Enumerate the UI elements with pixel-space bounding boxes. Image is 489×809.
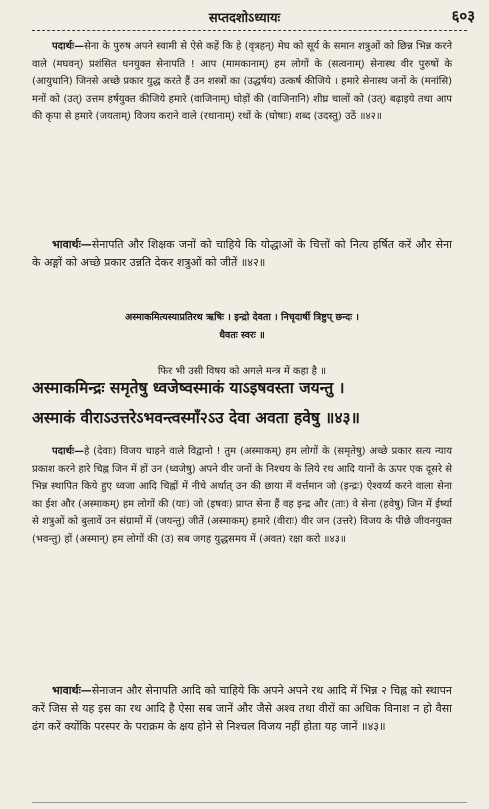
page-number: ६०३ xyxy=(451,7,475,25)
mantra-intro: फिर भी उसी विषय को अगले मन्त्र में कहा है ॥ xyxy=(157,366,327,377)
padarth-label: पदार्थः— xyxy=(52,446,84,457)
header-rule xyxy=(32,30,467,31)
padarth-label: पदार्थः— xyxy=(52,41,84,52)
footer-rule xyxy=(32,802,467,803)
padarth-paragraph-42 xyxy=(32,38,452,126)
mantra-line-1: अस्माकमिन्द्रः समृतेषु ध्वजेष्वस्माकं याऽइषवस्ता जयन्तु । xyxy=(32,379,345,397)
padarth-text: सेना के पुरुष अपने स्वामी से ऐसे कहें कि हे (वृत्रहन्) मेघ को सूर्य के समान शत्रुओं को छिन्न भिन्न करने वाले (मघवन्) प्रशंसित धनयुक्त सेनापति ! आप (मामकानाम्) हम लोगों के (सत्वनाम्) सेनास्थ वीर पुरुषों के (आयुधानि) जिनसे अच्छे प्रकार युद्ध करते हैं उन शस्त्रों का (उद्धर्षय) उत्कर्ष कीजिये । हमारे सेनास्थ जनों के (मनांसि) मनों को (उत्) उत्तम हर्षयुक्त कीजिये हमारे (वाजिनाम्) घोड़ों की (वाजिनानि) शीघ्र चालों को (उत्) बढ़ाइये तथा आप की कृपा से हमारे (जयताम्) विजय कराने वाले (रथानाम्) रथों के (घोषाः) शब्द (उदस्तु) उठें ॥४२॥ xyxy=(32,41,452,123)
mantra-line-2: अस्माकं वीराऽउत्तरेऽभवन्त्वस्माँ२ऽउ देवा अवता हवेषु ॥४३॥ xyxy=(32,409,360,427)
bhavarth-paragraph-42 xyxy=(32,236,452,272)
bhavarth-paragraph-43 xyxy=(32,682,452,735)
bhavarth-text: सेनापति और शिक्षक जनों को चाहिये कि योद्धाओं के चित्तों को नित्य हर्षित करें और सेना के अङ्गों को अच्छे प्रकार उन्नति देकर शत्रुओं को जीतें ॥४२॥ xyxy=(32,238,452,269)
page-header xyxy=(0,2,489,28)
swara-line: धैवतः स्वरः ॥ xyxy=(219,330,265,341)
chapter-title: सप्तदशोऽध्यायः xyxy=(208,11,281,26)
rishi-devata-line: अस्माकमित्यस्याप्रतिरथ ऋषिः । इन्द्रो देवता । निचृदार्षी त्रिष्टुप् छन्दः । xyxy=(125,312,359,323)
padarth-paragraph-43 xyxy=(32,443,452,549)
padarth-text: हे (देवाः) विजय चाहने वाले विद्वानो ! तुम (अस्माकम्) हम लोगों के (समृतेषु) अच्छे प्रकार सत्य न्याय प्रकाश करने हारे चिह्न जिन में हों उन (ध्वजेषु) अपने वीर जनों के निश्चय के लिये रथ आदि यानों के ऊपर एक दूसरे से भिन्न स्थापित किये हुए ध्वजा आदि चिह्नों में नीचे अर्थात् उन की छाया में वर्त्तमान जो (इन्द्रः) ऐश्वर्य्य करने वाला सेना का ईश और (अस्माकम्) हम लोगों की (याः) जो (इषवः) प्राप्त सेना हैं वह इन्द्र और (ताः) वे सेना (हवेषु) जिन में ईर्ष्या से शत्रुओं को बुलावें उन संग्रामों में (जयन्तु) जीतें (अस्माकम्) हमारे (वीराः) वीर जन (उत्तरे) विजय के पीछे जीवनयुक्त (भवन्तु) हों (अस्मान्) हम लोगों की (उ) सब जगह युद्धसमय में (अवत) रक्षा करो ॥४३॥ xyxy=(32,446,452,545)
bhavarth-text: सेनाजन और सेनापति आदि को चाहिये कि अपने अपने रथ आदि में भिन्न २ चिह्न को स्थापन करें जिस से यह इस का रथ आदि है ऐसा सब जानें और जैसे अश्व तथा वीरों का अधिक विनाश न हो वैसा ढंग करें क्योंकि परस्पर के पराक्रम के क्षय होने से निश्चल विजय नहीं होता यह जानें ॥४३॥ xyxy=(32,684,452,733)
bhavarth-label: भावार्थः— xyxy=(52,238,92,251)
bhavarth-label: भावार्थः— xyxy=(52,684,92,697)
